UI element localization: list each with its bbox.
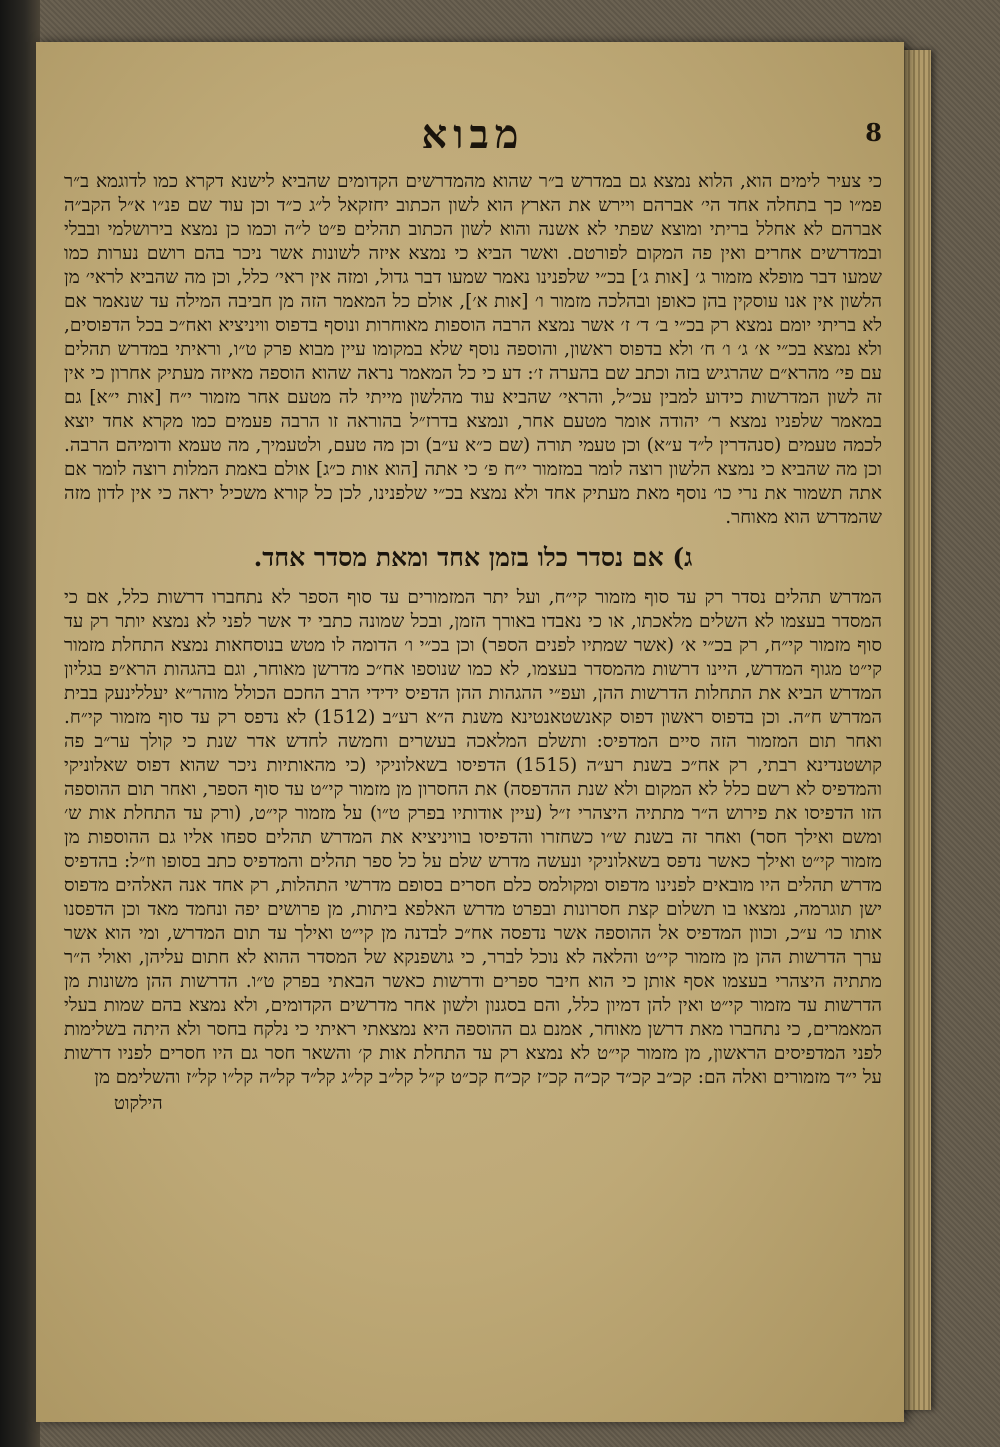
- section-heading: ג) אם נסדר כלו בזמן אחד ומאת מסדר אחד.: [253, 543, 693, 572]
- page-number: 8: [865, 118, 882, 147]
- book-spine-shadow: [0, 0, 40, 1447]
- page-header: [64, 110, 882, 170]
- running-title: מבוא: [421, 111, 525, 158]
- paragraph-2: המדרש תהלים נסדר רק עד סוף מזמור קי״ח, ועל יתר המזמורים עד סוף הספר לא נתחברו דרשות כלל, אם כי המסדר בעצמו לא השלים מלאכתו, או כי נאבדו באורך הזמן, ובכל שמונה כתבי יד אשר לפני לא נמצא יותר רק עד סוף מזמור קי״ח, רק בכ״י א׳ (אשר שמתיו לפנים הספר) וכן בכ״י ו׳ הדומה לו מטש בנוסחאות נמצא התחלת מזמור קי״ט מגוף המדרש, היינו דרשות מהמסדר בעצמו, לא כמו שנוספו אח״כ מדרשן מאוחר, וגם בהגהות הרא״פ בגליון המדרש הביא את התחלות הדרשות ההן, ועפ״י ההגהות ההן הדפיס ידידי הרב החכם הכולל מוהר״א יעללינעק בבית המדרש ח״ה. וכן בדפוס ראשון דפוס קאנשטאנטינא משנת ה״א רע״ב (1512) לא נדפס רק עד סוף מזמור קי״ח. ואחר תום המזמור הזה סיים המדפיס: ותשלם המלאכה בעשרים וחמשה לחדש אדר שנת כי קולך ער״ב פה קושטנדינא רבתי, רק אח״כ בשנת רע״ה (1515) הדפיסו בשאלוניקי (כי מהאותיות ניכר שהוא דפוס שאלוניקי והמדפיס לא רשם כלל לא המקום ולא שנת ההדפסה) את החסרון מן מזמור קי״ט עד סוף הספר, ואחר תום ההוספה הזו הדפיסו את פירוש ה״ר מתתיה היצהרי ז״ל (עיין אודותיו בפרק ט״ו) על מזמור קי״ט, (ורק עד התחלת אות ש׳ ומשם ואילך חסר) ואחר זה בשנת ש״ו כשחזרו והדפיסו בוויניציא את המדרש תהלים ספחו אליו גם ההוספות מן מזמור קי״ט ואילך כאשר נדפס בשאלוניקי ונעשה מדרש שלם על כל ספר תהלים והמדפיס כתב בסופו וז״ל: בהדפיס מדרש תהלים היו מובאים לפנינו מדפוס ומקולמס כלם חסרים בסופם מדרשי התהלות, רק אחד אנה האלהים מדפוס ישן תוגרמה, נמצאו בו תשלום קצת חסרונות ובפרט מדרש האלפא ביתות, מן פרושים יפה ונחמד מאד וכן הדפסנו אותו כו׳ ע״כ, וכוון המדפיס אל ההוספה אשר נדפסה אח״כ לבדנה מן קי״ט ואילך עד תום המדרש, ומי הוא אשר ערך הדרשות ההן מן מזמור קי״ט והלאה לא נוכל לברר, כי גושפנקא של המסדר ההוא לא חתום עליהן, ואולי ה״ר מתתיה היצהרי בעצמו אסף אותן כי הוא חיבר ספרים ודרשות כאשר הבאתי בפרק ט״ו. הדרשות ההן משונות מן הדרשות עד מזמור קי״ט ואין להן דמיון כלל, והם בסגנון ולשון אחר מדרשים הקדומים, ולא נמצא בהם שמות בעלי המאמרים, כי נתחברו מאת דרשן מאוחר, אמנם גם ההוספה היא נמצאתי ראיתי כי נלקח בחסר ולא היתה בשלימות לפני המדפיסים הראשון, מן מזמור קי״ט לא נמצא רק עד התחלת אות ק׳ והשאר חסר גם היו חסרים לפניו דרשות על י״ד מזמורים ואלה הם: קכ״ב קכ״ד קכ״ה קכ״ז קכ״ח קכ״ט ק״ל קל״ב קל״ג קל״ד קל״ה קל״ו קל״ז והשלימם מן: [64, 587, 882, 1088]
- catchword: הילקוט: [114, 1093, 163, 1114]
- paragraph-1: כי צעיר לימים הוא, הלוא נמצא גם במדרש ב״ר שהוא מהמדרשים הקדומים שהביא לישנא דקרא כמו לדוגמא ב״ר פמ״ו כך בתחלה אחד הי׳ אברהם ויירש את הארץ הוא לשון הכתוב יחזקאל ל״ג כ״ד וכן עוד שם פנ״ו א״ל הקב״ה אברהם לא אחלל בריתי ומוצא שפתי לא אשנה והוא לשון הכתוב תהלים פ״ט ל״ה וכמו כן נמצא בירושלמי ובבלי ובמדרשים אחרים ואין פה המקום לפורטם. ואשר הביא כי נמצא איזה לשונות אשר ניכר בהם רושם נערות כמו שמעו דבר מופלא מזמור ג׳ [אות ג׳] בכ״י שלפנינו נאמר שמעו דבר גדול, ומזה אין ראי׳ כלל, וכן מה שהביא לראי׳ מן הלשון אין אנו עוסקין בהן כאופן ובהלכה מזמור ו׳ [אות א׳], אולם כל המאמר הזה מן חביבה המילה עד שנאמר אם לא בריתי יומם נמצא רק בכ״י ב׳ ד׳ ז׳ אשר נמצא הרבה הוספות מאוחרות ונוסף בדפוס וויניציא ואח״כ בכל הדפוסים, ולא נמצא בכ״י א׳ ג׳ ו׳ ח׳ ולא בדפוס ראשון, והוספה נוסף שלא במקומו עיין מבוא פרק ט״ו, וראיתי במדרש תהלים עם פי׳ מהרא״ם שהרגיש בזה וכתב שם בהערה ז׳: דע כי כל המאמר נראה שהוא הוספה מאיזה מעתיק אחרון כי אין זה לשון המדרשות כידוע למבין עכ״ל, והראי׳ שהביא עוד מהלשון מייתי לה מטעם אחר מזמור י״ח [אות י״א] גם במאמר שלפניו נמצא ר׳ יהודה אומר מטעם אחר, ונמצא בדרז״ל בהוראה זו הרבה פעמים כמו מקרא אחד יוצא לכמה טעמים (סנהדרין ל״ד ע״א) וכן טעמי תורה (שם כ״א ע״ב) וכן מה טעם, ולטעמיך, מה טעמא ודומיהם הרבה. וכן מה שהביא כי נמצא הלשון רוצה לומר במזמור י״ח פ׳ כי אתה [הוא אות כ״ג] אולם באמת המלות רוצה לומר אם אתה תשמור את נרי כו׳ נוסף מאת מעתיק אחד ולא נמצא בכ״י שלפנינו, לכן כל קורא משכיל יראה כי אין לדון מזה שהמדרש הוא מאוחר.: [64, 171, 882, 528]
- page-text-block: [64, 110, 882, 1116]
